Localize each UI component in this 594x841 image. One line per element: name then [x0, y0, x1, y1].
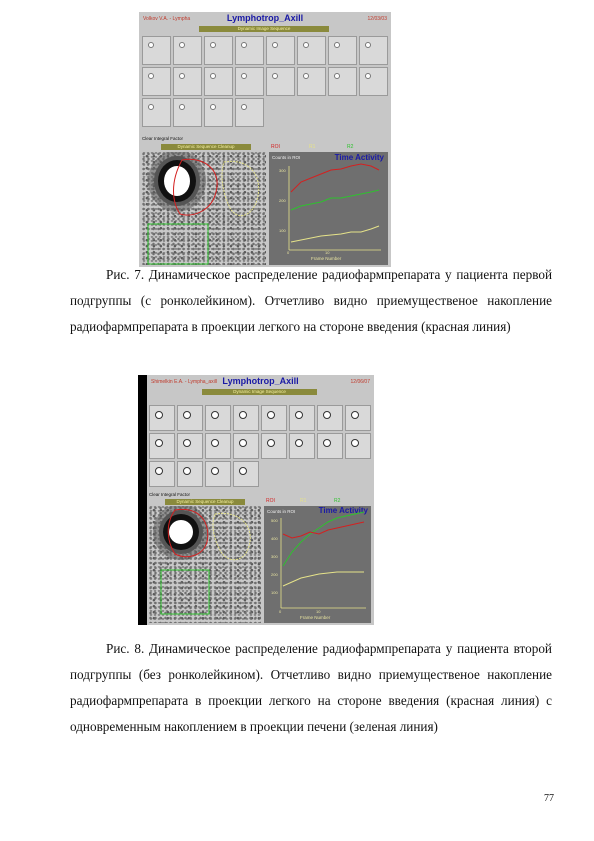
frame-thumbnail[interactable] [142, 67, 171, 96]
sequence-label: Dynamic Image Sequence [199, 26, 329, 32]
frame-thumbnail[interactable] [261, 433, 287, 459]
frame-thumbnail[interactable] [235, 36, 264, 65]
image-edge-strip [138, 375, 147, 625]
frame-thumbnail[interactable] [173, 36, 202, 65]
study-date: 12/03/03 [367, 16, 387, 22]
frame-thumbnail[interactable] [359, 67, 388, 96]
curve-green [283, 512, 364, 566]
frame-thumbnail[interactable] [142, 36, 171, 65]
frame-thumbnail[interactable] [266, 36, 295, 65]
y-tick: 200 [279, 198, 286, 203]
roi-overlay [142, 152, 266, 265]
roi-red-lung [168, 509, 208, 556]
page-number: 77 [544, 793, 554, 804]
plot-tag-r2: R2 [334, 498, 341, 504]
patient-label: Shimelkin E.A. - Lympha_axill [151, 379, 217, 385]
patient-label: Volkov V.A. - Lympha [143, 16, 191, 22]
scintigram-image[interactable] [149, 506, 261, 623]
frame-thumbnail[interactable] [149, 405, 175, 431]
study-title: Lymphotrop_Axill [226, 13, 304, 23]
frame-thumbnail[interactable] [204, 36, 233, 65]
y-tick: 400 [271, 536, 278, 541]
curve-red [291, 164, 379, 192]
sequence-label: Dynamic Image Sequence [202, 389, 317, 395]
frame-thumbnail[interactable] [261, 405, 287, 431]
frame-grid [142, 36, 388, 127]
frame-thumbnail[interactable] [328, 67, 357, 96]
x-tick: 0 [287, 250, 290, 255]
plot-tag-r1: R1 [309, 144, 316, 150]
y-tick: 100 [279, 228, 286, 233]
frame-thumbnail[interactable] [205, 461, 231, 487]
study-date: 12/06/07 [350, 379, 370, 385]
plot-y-label: Counts in ROI [272, 155, 301, 160]
plot-title: Time Activity [334, 153, 384, 162]
y-tick: 300 [279, 168, 286, 173]
frame-thumbnail[interactable] [317, 405, 343, 431]
frame-thumbnail[interactable] [345, 405, 371, 431]
frame-thumbnail[interactable] [289, 405, 315, 431]
plot-tag-roi: ROI [266, 498, 275, 504]
frame-thumbnail[interactable] [205, 405, 231, 431]
curve-yellow [291, 226, 379, 242]
frame-thumbnail[interactable] [359, 36, 388, 65]
frame-thumbnail[interactable] [149, 433, 175, 459]
frame-thumbnail[interactable] [173, 98, 202, 127]
plot-curves [269, 152, 388, 265]
caption-figure-7: Рис. 7. Динамическое распределение радиофармпрепарата у пациента первой подгруппы (с ронколейкином). Отчетливо видно приемущественое накопление радиофармпрепарата в проекции легкого на стороне введения (красная линия) [70, 267, 552, 334]
integral-factor-label: Clear Integral Factor [149, 492, 191, 497]
x-tick: 0 [279, 609, 282, 614]
y-tick: 200 [271, 572, 278, 577]
figure-7 [139, 12, 391, 267]
integral-factor-label: Clear Integral Factor [142, 136, 184, 141]
frame-thumbnail[interactable] [289, 433, 315, 459]
frame-thumbnail[interactable] [345, 433, 371, 459]
plot-curves [264, 506, 371, 623]
caption-figure-8: Рис. 8. Динамическое распределение радиофармпрепарата у пациента второй подгруппы (без ронколейкином). Отчетливо видно приемущественое накопление радиофармпрепарата в проекции легкого на стороне введения (красная линия) с одновременным накоплением в проекции печени (зеленая линия) [70, 641, 552, 734]
y-tick: 100 [271, 590, 278, 595]
roi-yellow [213, 513, 250, 559]
plot-y-label: Counts in ROI [267, 509, 296, 514]
scintigram-image[interactable] [142, 152, 266, 265]
frame-thumbnail[interactable] [205, 433, 231, 459]
dynamic-sequence-label: Dynamic Sequence Cleanup [161, 144, 251, 150]
frame-thumbnail[interactable] [266, 67, 295, 96]
frame-thumbnail[interactable] [204, 98, 233, 127]
frame-thumbnail[interactable] [233, 405, 259, 431]
frame-thumbnail[interactable] [177, 433, 203, 459]
roi-overlay [149, 506, 261, 623]
frame-thumbnail[interactable] [142, 98, 171, 127]
frame-thumbnail[interactable] [317, 433, 343, 459]
roi-green-liver [161, 570, 209, 614]
plot-title: Time Activity [318, 506, 368, 515]
plot-tag-r1: R1 [300, 498, 307, 504]
roi-red-lung [174, 159, 218, 215]
frame-thumbnail[interactable] [177, 461, 203, 487]
y-tick: 500 [271, 518, 278, 523]
study-title: Lymphotrop_Axill [222, 376, 299, 386]
x-tick: 10 [325, 250, 330, 255]
frame-thumbnail[interactable] [149, 461, 175, 487]
frame-thumbnail[interactable] [235, 67, 264, 96]
curve-yellow [283, 572, 364, 586]
frame-grid [149, 405, 371, 487]
frame-thumbnail[interactable] [235, 98, 264, 127]
frame-thumbnail[interactable] [173, 67, 202, 96]
frame-thumbnail[interactable] [297, 36, 326, 65]
dynamic-sequence-label: Dynamic Sequence Cleanup [165, 499, 245, 505]
curve-green [291, 190, 379, 210]
frame-thumbnail[interactable] [233, 461, 259, 487]
frame-thumbnail[interactable] [233, 433, 259, 459]
frame-thumbnail[interactable] [204, 67, 233, 96]
roi-green-liver [148, 224, 208, 264]
figure-8 [147, 375, 374, 625]
frame-thumbnail[interactable] [177, 405, 203, 431]
frame-thumbnail[interactable] [328, 36, 357, 65]
time-activity-plot[interactable] [264, 498, 371, 623]
time-activity-plot[interactable] [269, 144, 388, 265]
plot-tag-roi: ROI [271, 144, 280, 150]
roi-yellow [222, 161, 259, 215]
plot-x-label: Frame Number [300, 615, 331, 620]
plot-tag-r2: R2 [347, 144, 354, 150]
x-tick: 10 [316, 609, 321, 614]
frame-thumbnail[interactable] [297, 67, 326, 96]
plot-x-label: Frame Number [311, 256, 342, 261]
y-tick: 300 [271, 554, 278, 559]
